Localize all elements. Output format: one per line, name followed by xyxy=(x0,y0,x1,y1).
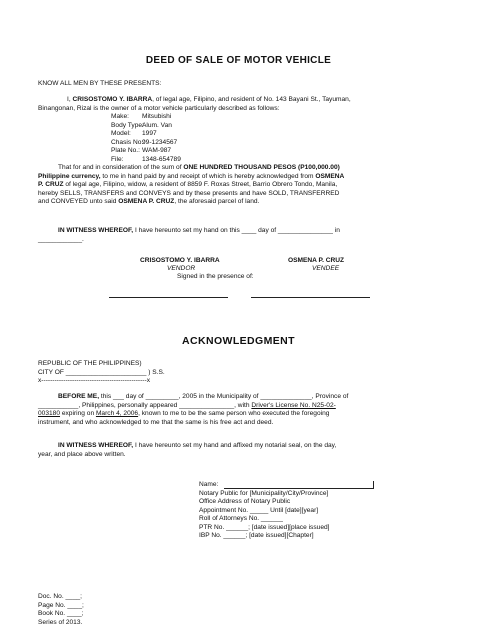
text: to me in hand paid by and receipt of which is hereby acknowledged from xyxy=(100,172,316,180)
notary-detail-line: IBP No. ______; [date issued][Chapter] xyxy=(199,532,314,540)
notary-details xyxy=(199,490,330,542)
text: and CONVEYED unto said xyxy=(38,198,119,205)
intro-lead: I, xyxy=(67,96,73,103)
doc-ref-line: Series of 2013. xyxy=(38,618,83,626)
doc-ref-line: Book No. ____; xyxy=(38,610,84,618)
intro-line-1 xyxy=(67,96,351,105)
vehicle-spec-row xyxy=(111,122,181,131)
before-me-line-3 xyxy=(38,410,329,419)
doc-ref-line: Page No. ____; xyxy=(38,601,84,609)
witness-line-2: ____________. xyxy=(38,235,84,243)
before-me-line-4: instrument, and who acknowledged to me that the same is his free act and deed. xyxy=(38,418,274,426)
witness-line-1 xyxy=(58,227,340,236)
vehicle-spec-row xyxy=(111,113,181,122)
vendee-name: OSMENA P. CRUZ xyxy=(288,257,345,264)
consideration-line-1 xyxy=(58,164,340,173)
spec-label: Make: xyxy=(111,113,129,120)
text: , known to me to be the same person who executed the foregoing xyxy=(138,410,330,417)
consideration-line-4: hereby SELLS, TRANSFERS and CONVEYS and by these presents and have SOLD, TRANSFERRED xyxy=(38,189,340,197)
spec-label: Plate No.: xyxy=(111,147,140,155)
venue-line-2: CITY OF ______________________ ) S.S. xyxy=(38,368,165,376)
acknowledgment-title: ACKNOWLEDGMENT xyxy=(182,335,295,347)
spec-label: Chasis No.: xyxy=(111,138,146,146)
know-all-line: KNOW ALL MEN BY THESE PRESENTS: xyxy=(38,80,162,87)
witness2-line-2: year, and place above written. xyxy=(38,450,126,458)
vendor-role: VENDOR xyxy=(167,265,196,272)
spec-label: Body Type: xyxy=(111,121,144,129)
signed-presence: Signed in the presence of: xyxy=(177,273,254,280)
spec-label: Model: xyxy=(111,130,131,138)
doc-ref-line: Doc. No. ____; xyxy=(38,593,82,600)
spec-label: File: xyxy=(111,155,124,163)
before-me-heading: BEFORE ME, xyxy=(58,393,100,400)
price: ONE HUNDRED THOUSAND PESOS (P100,000.00) xyxy=(183,164,340,171)
text: I have hereunto set my hand and affixed my notarial seal, on the day, xyxy=(133,442,337,449)
consideration-line-3 xyxy=(38,181,337,190)
notary-detail-line: Appointment No. _____ Until [date][year] xyxy=(199,506,319,514)
notary-name-label: Name: xyxy=(199,481,219,488)
document-references xyxy=(38,593,84,627)
spec-value: WAM-987 xyxy=(142,147,172,155)
intro-rest: , of legal age, Filipino, and resident of No. 143 Bayani St., Tayuman, xyxy=(152,96,351,103)
notary-detail-line: PTR No. ______; [date issued][place issued] xyxy=(199,523,330,531)
buyer-name: P. CRUZ xyxy=(38,181,64,188)
vehicle-spec-row xyxy=(111,147,181,156)
notary-detail-line: Roll of Attorneys No. ______ xyxy=(199,515,283,523)
vendor-name: CRISOSTOMO Y. IBARRA xyxy=(140,257,220,264)
consideration-line-5 xyxy=(38,198,259,207)
consideration-line-2 xyxy=(38,173,344,182)
license-number: Driver's License No. N25-02- xyxy=(251,401,336,409)
intro-line-2: Binangonan, Rizal is the owner of a motor vehicle particularly described as follows: xyxy=(38,104,280,112)
spec-value: 1997 xyxy=(142,130,157,138)
spec-value: 99-1234567 xyxy=(142,138,178,146)
spec-value: Mitsubishi xyxy=(142,113,172,120)
vendee-role: VENDEE xyxy=(312,265,340,272)
expiry-date: March 4, 2006 xyxy=(95,410,139,417)
notary-name-row xyxy=(199,481,218,490)
text: expiring on xyxy=(60,410,96,417)
vehicle-spec-row xyxy=(111,139,181,148)
before-me-line-2 xyxy=(38,402,336,411)
document-title: DEED OF SALE OF MOTOR VEHICLE xyxy=(145,55,332,66)
before-me-line-1 xyxy=(58,393,348,402)
vehicle-spec-row xyxy=(111,130,181,139)
currency: Philippine currency, xyxy=(38,172,101,180)
text: ___________, Philippines, personally appeared _______________, with xyxy=(38,401,252,409)
license-number-cont: 003180 xyxy=(38,410,61,417)
notary-detail-line: Notary Public for [Municipality/City/Province] xyxy=(199,489,329,497)
witness-signature-line-2 xyxy=(251,297,370,298)
notary-name-bracket xyxy=(373,481,374,489)
witness-heading: IN WITNESS WHEREOF, xyxy=(58,227,134,234)
venue-line-1: REPUBLIC OF THE PHILIPPINES) xyxy=(38,360,142,367)
text: this ___ day of _________, 2005 in the Municipality of ______________, Province of xyxy=(99,393,349,400)
witness2-line-1 xyxy=(58,442,336,451)
notary-detail-line: Office Address of Notary Public xyxy=(199,498,291,506)
seller-name: CRISOSTOMO Y. IBARRA xyxy=(72,96,153,103)
vehicle-specs xyxy=(111,113,181,165)
text: That for and in consideration of the sum of xyxy=(58,164,184,171)
witness2-heading: IN WITNESS WHEREOF, xyxy=(58,442,134,449)
spec-value: 1348-654789 xyxy=(142,155,181,163)
buyer-name: OSMENA xyxy=(315,172,345,180)
venue-line-3: x------------------------------------------------x xyxy=(38,377,150,384)
witness-signature-line-1 xyxy=(109,297,228,298)
text: I have hereunto set my hand on this ____ day of _______________ in xyxy=(133,227,340,234)
text: of legal age, Filipino, widow, a resident of 8859 F. Roxas Street, Barrio Obrero Tondo, Manila, xyxy=(63,181,338,188)
buyer-name: OSMENA P. CRUZ xyxy=(118,198,175,205)
spec-value: Alum. Van xyxy=(142,121,172,129)
text: , the aforesaid parcel of land. xyxy=(174,198,260,205)
